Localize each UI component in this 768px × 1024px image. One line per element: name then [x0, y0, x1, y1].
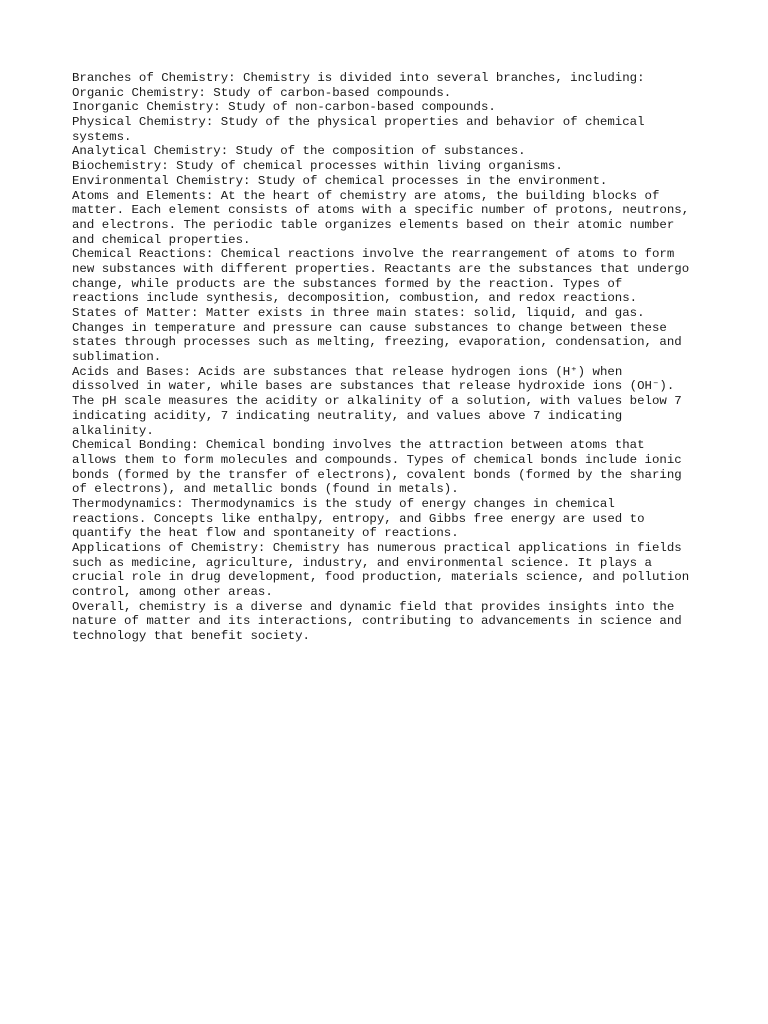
text-line: States of Matter: Matter exists in three main states: solid, liquid, and gas.: [72, 306, 645, 320]
text-line: new substances with different properties. Reactants are the substances that undergo: [72, 261, 690, 276]
text-line: indicating acidity, 7 indicating neutrality, and values above 7 indicating: [72, 408, 623, 423]
text-line: Chemical Bonding: Chemical bonding involves the attraction between atoms that: [72, 438, 645, 453]
text-line: systems.: [72, 129, 132, 144]
text-line: alkalinity.: [72, 423, 154, 438]
text-line: and chemical properties.: [72, 232, 251, 247]
text-line: Chemical Reactions: Chemical reactions involve the rearrangement of atoms to form: [72, 247, 675, 262]
text-line: crucial role in drug development, food production, materials science, and pollution: [72, 570, 690, 585]
text-line: Organic Chemistry: Study of carbon-based compounds.: [72, 85, 452, 100]
text-line: reactions include synthesis, decomposition, combustion, and redox reactions.: [72, 291, 638, 306]
text-line: allows them to form molecules and compounds. Types of chemical bonds include ionic: [72, 452, 682, 467]
text-line: and electrons. The periodic table organizes elements based on their atomic number: [72, 217, 675, 232]
text-line: Applications of Chemistry: Chemistry has numerous practical applications in fields: [72, 541, 682, 555]
text-line: Analytical Chemistry: Study of the composition of substances.: [72, 144, 526, 159]
text-line: matter. Each element consists of atoms with a specific number of protons, neutrons,: [72, 203, 690, 218]
text-line: Environmental Chemistry: Study of chemical processes in the environment.: [72, 173, 608, 188]
text-line: Overall, chemistry is a diverse and dynamic field that provides insights into the: [72, 599, 675, 614]
text-line: sublimation.: [72, 350, 162, 365]
text-line: Changes in temperature and pressure can cause substances to change between these: [72, 320, 667, 335]
text-line: change, while products are the substances formed by the reaction. Types of: [72, 276, 623, 291]
text-line: quantify the heat flow and spontaneity of reactions.: [72, 526, 459, 541]
text-line: Acids and Bases: Acids are substances that release hydrogen ions (H⁺) when: [72, 364, 623, 379]
document-body: [72, 71, 712, 644]
text-line: Branches of Chemistry: Chemistry is divided into several branches, including:: [72, 71, 645, 85]
text-line: control, among other areas.: [72, 585, 273, 600]
text-line: states through processes such as melting, freezing, evaporation, condensation, and: [72, 335, 682, 350]
text-line: Inorganic Chemistry: Study of non-carbon-based compounds.: [72, 100, 496, 115]
text-line: nature of matter and its interactions, contributing to advancements in science and: [72, 614, 682, 629]
text-line: of electrons), and metallic bonds (found in metals).: [72, 482, 459, 497]
text-line: Biochemistry: Study of chemical processes within living organisms.: [72, 159, 563, 174]
text-line: reactions. Concepts like enthalpy, entropy, and Gibbs free energy are used to: [72, 511, 645, 526]
text-line: bonds (formed by the transfer of electrons), covalent bonds (formed by the sharing: [72, 467, 682, 482]
text-line: Atoms and Elements: At the heart of chemistry are atoms, the building blocks of: [72, 188, 660, 203]
text-line: Physical Chemistry: Study of the physical properties and behavior of chemical: [72, 115, 645, 130]
text-line: dissolved in water, while bases are substances that release hydroxide ions (OH⁻).: [72, 379, 675, 394]
text-line: The pH scale measures the acidity or alkalinity of a solution, with values below 7: [72, 394, 682, 409]
text-line: Thermodynamics: Thermodynamics is the study of energy changes in chemical: [72, 496, 615, 511]
text-line: technology that benefit society.: [72, 629, 310, 644]
text-line: such as medicine, agriculture, industry, and environmental science. It plays a: [72, 555, 652, 570]
